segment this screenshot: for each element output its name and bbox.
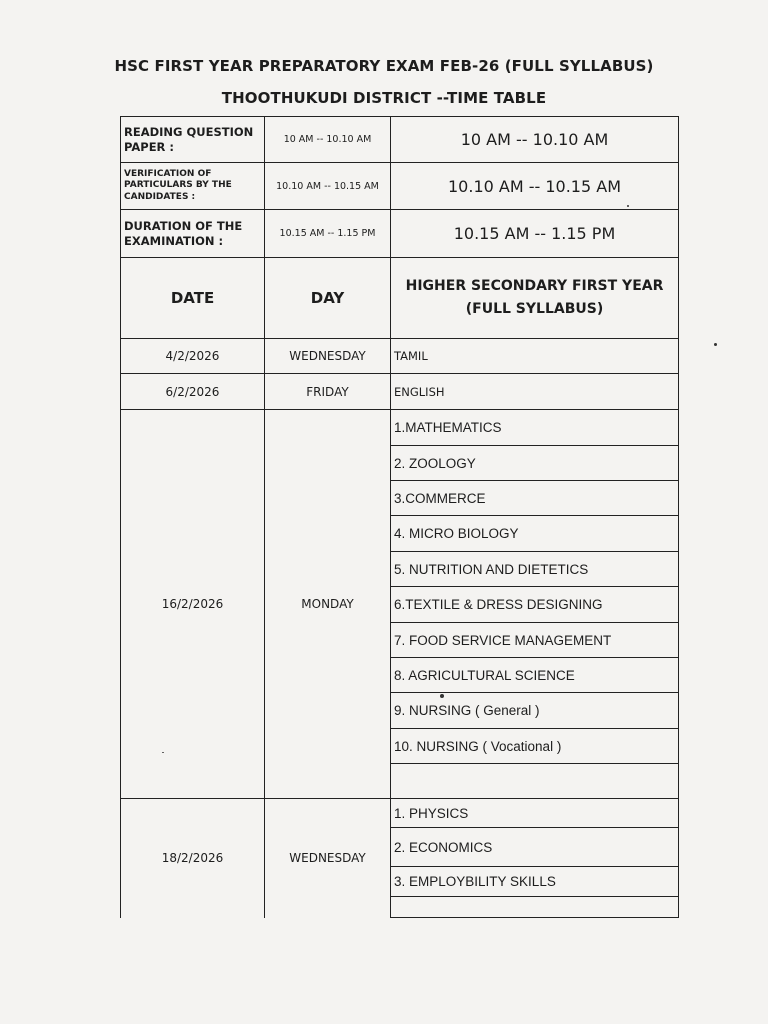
subject-cell: 10. NURSING ( Vocational ) bbox=[394, 738, 562, 754]
subject-cell: TAMIL bbox=[394, 349, 428, 363]
subject-cell: 3.COMMERCE bbox=[394, 490, 486, 506]
subject-header-line2: (FULL SYLLABUS) bbox=[465, 301, 604, 317]
row-divider bbox=[120, 209, 679, 210]
exam-day: WEDNESDAY bbox=[289, 349, 366, 363]
row-divider bbox=[120, 798, 679, 799]
exam-day: MONDAY bbox=[301, 597, 354, 611]
column-header-date: DATE bbox=[170, 289, 215, 307]
exam-day: FRIDAY bbox=[306, 384, 349, 399]
subject-divider bbox=[390, 622, 679, 623]
page-title: HSC FIRST YEAR PREPARATORY EXAM FEB-26 (FULL SYLLABUS) bbox=[114, 57, 654, 75]
subject-cell: 6.TEXTILE & DRESS DESIGNING bbox=[394, 597, 603, 612]
scan-speck bbox=[627, 205, 629, 207]
row-divider bbox=[120, 409, 679, 410]
scan-speck bbox=[440, 694, 444, 698]
subject-divider bbox=[390, 763, 679, 764]
subject-header-line1: HIGHER SECONDARY FIRST YEAR bbox=[405, 277, 664, 294]
reading-time-long: 10 AM -- 10.10 AM bbox=[460, 130, 609, 149]
subject-divider bbox=[390, 551, 679, 552]
subject-divider bbox=[390, 692, 679, 693]
verification-time-long: 10.10 AM -- 10.15 AM bbox=[448, 176, 621, 196]
row-divider bbox=[120, 162, 679, 163]
subject-cell: 5. NUTRITION AND DIETETICS bbox=[394, 561, 589, 577]
subject-divider bbox=[390, 866, 679, 867]
verification-time-label: VERIFICATION OF PARTICULARS BY THE CANDIDATES : bbox=[124, 169, 232, 202]
subject-divider bbox=[390, 480, 679, 481]
column-header-day: DAY bbox=[310, 289, 345, 307]
exam-date: 16/2/2026 bbox=[161, 597, 224, 611]
row-divider bbox=[120, 116, 679, 117]
subject-cell: 4. MICRO BIOLOGY bbox=[394, 526, 519, 541]
subject-cell: 2. ZOOLOGY bbox=[394, 455, 476, 471]
subject-divider bbox=[390, 827, 679, 828]
reading-time-label: READING QUESTION PAPER : bbox=[124, 125, 254, 154]
subject-cell: 7. FOOD SERVICE MANAGEMENT bbox=[394, 632, 612, 648]
row-divider bbox=[120, 373, 679, 374]
duration-long: 10.15 AM -- 1.15 PM bbox=[453, 224, 616, 243]
subject-cell: 1.MATHEMATICS bbox=[394, 420, 502, 435]
page-subtitle: THOOTHUKUDI DISTRICT --TIME TABLE bbox=[221, 89, 547, 107]
exam-date: 6/2/2026 bbox=[165, 384, 220, 399]
subject-divider bbox=[390, 657, 679, 658]
column-header-subject bbox=[391, 258, 678, 338]
row-divider bbox=[120, 257, 679, 258]
subject-cell: 3. EMPLOYBILITY SKILLS bbox=[394, 874, 556, 889]
scan-speck bbox=[714, 343, 717, 346]
subject-divider bbox=[390, 728, 679, 729]
exam-day: WEDNESDAY bbox=[289, 851, 366, 865]
subject-divider bbox=[390, 917, 679, 918]
subject-cell: 2. ECONOMICS bbox=[394, 839, 493, 855]
subject-divider bbox=[390, 445, 679, 446]
subject-cell: 1. PHYSICS bbox=[394, 805, 469, 821]
verification-time-short: 10.10 AM -- 10.15 AM bbox=[276, 180, 379, 192]
subject-cell: 8. AGRICULTURAL SCIENCE bbox=[394, 667, 575, 683]
row-divider bbox=[120, 338, 679, 339]
subject-divider bbox=[390, 515, 679, 516]
duration-short: 10.15 AM -- 1.15 PM bbox=[279, 228, 376, 239]
subject-cell: 9. NURSING ( General ) bbox=[394, 703, 540, 718]
scan-speck bbox=[162, 752, 164, 753]
subject-divider bbox=[390, 896, 679, 897]
subject-divider bbox=[390, 586, 679, 587]
subject-cell: ENGLISH bbox=[394, 384, 445, 399]
exam-date: 4/2/2026 bbox=[165, 349, 220, 363]
duration-label: DURATION OF THE EXAMINATION : bbox=[124, 219, 243, 248]
exam-date: 18/2/2026 bbox=[161, 851, 224, 865]
reading-time-short: 10 AM -- 10.10 AM bbox=[283, 134, 372, 145]
